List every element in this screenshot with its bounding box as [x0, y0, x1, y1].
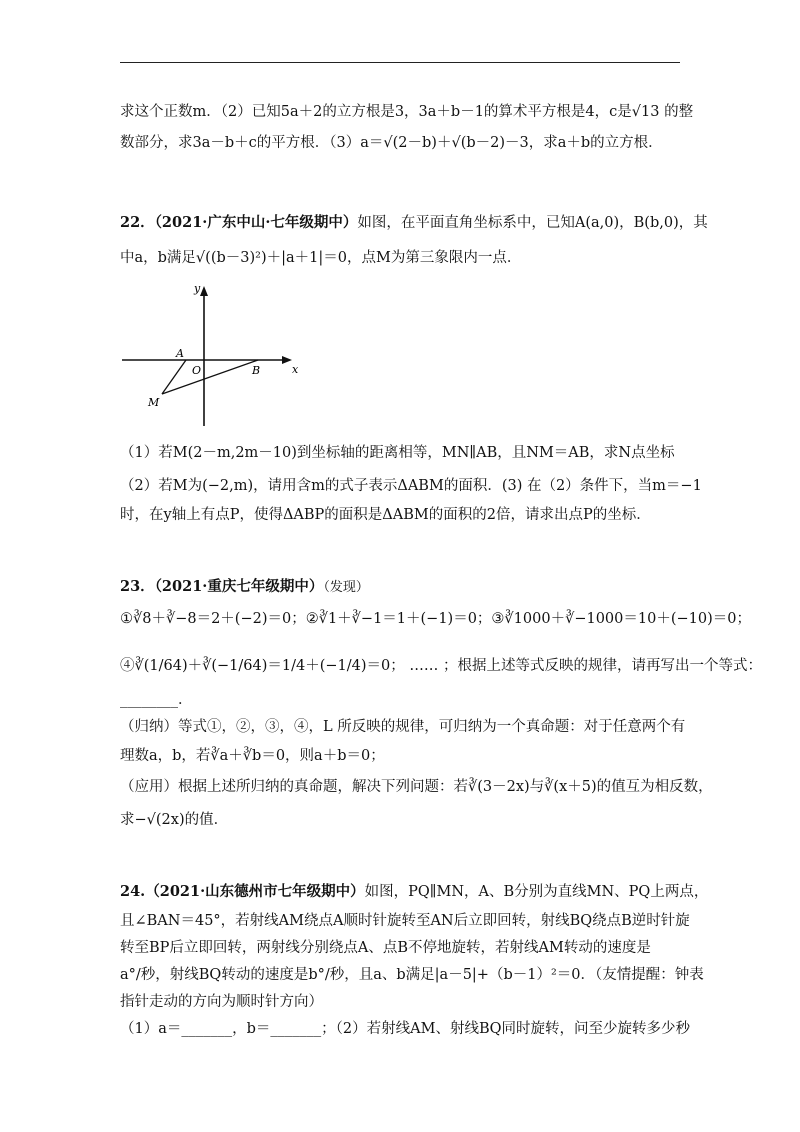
y-axis-arrow	[200, 286, 208, 296]
q22-part-2-line-2: 时，在y轴上有点P，使得ΔABP的面积是ΔABM的面积的2倍，请求出点P的坐标．	[120, 507, 651, 523]
q23-induce-line-2: 理数a，b，若∛a＋∛b＝0，则a＋b＝0；	[120, 748, 385, 764]
q24-line-5: 指针走动的方向为顺时针方向）	[120, 994, 323, 1010]
x-axis-arrow	[282, 356, 292, 364]
q24-source: （2021·山东德州市七年级期中）	[145, 883, 365, 900]
q21-line-2: 数部分，求3a－b＋c的平方根．（3）a＝√(2－b)＋√(b－2)－3，求a＋b的立方根．	[120, 135, 663, 151]
header-rule	[120, 62, 680, 63]
q22-source: （2021·广东中山·七年级期中）	[154, 214, 358, 231]
point-m-label: M	[148, 396, 160, 409]
q23-apply-line-1: （应用）根据上述所归纳的真命题，解决下列问题：若∛(3－2x)与∛(x＋5)的值互为相反数，	[120, 779, 713, 795]
y-axis-label: y	[194, 282, 201, 295]
q22-heading	[120, 213, 708, 233]
x-axis-label: x	[292, 363, 299, 376]
q23-equations-line-1: ①∛8＋∛−8＝2＋(−2)＝0；②∛1＋∛−1＝1＋(−1)＝0；③∛1000＋∛−1000＝10＋(−10)＝0；	[120, 611, 751, 627]
q24-line-1: 如图，PQ∥MN，A、B分别为直线MN、PQ上两点，	[364, 884, 709, 900]
origin-label: O	[192, 364, 202, 377]
q23-tag: （发现）	[323, 580, 369, 595]
q23-apply-line-2: 求−√(2x)的值．	[120, 812, 229, 828]
q23-equations-line-2: ④∛(1/64)＋∛(−1/64)＝1/4＋(−1/4)＝0； …… ；根据上述等式反映的规律，请再写出一个等式：	[120, 658, 762, 674]
q22-line-1: 如图，在平面直角坐标系中，已知A(a,0)，B(b,0)，其	[357, 215, 708, 231]
q23-heading	[120, 577, 369, 598]
q24-number: 24.	[120, 883, 146, 900]
q23-source: （2021·重庆七年级期中）	[154, 578, 324, 595]
segment-am	[162, 360, 186, 394]
q24-line-4: a°/秒，射线BQ转动的速度是b°/秒，且a、b满足|a－5|+（b－1）²＝0．（友情提醒：钟表	[120, 967, 704, 983]
q23-number: 23．	[120, 578, 155, 595]
q22-number: 22．	[120, 214, 155, 231]
segment-mb	[162, 360, 261, 394]
q21-line-1: 求这个正数m．（2）已知5a＋2的立方根是3，3a＋b－1的算术平方根是4，c是√13 的整	[120, 104, 694, 120]
q22-part-1: （1）若M(2－m,2m－10)到坐标轴的距离相等，MN∥AB，且NM＝AB，求N点坐标	[120, 445, 675, 461]
q24-line-2: 且∠BAN＝45°，若射线AM绕点A顺时针旋转至AN后立即回转，射线BQ绕点B逆时针旋	[120, 913, 690, 929]
q23-induce-line-1: （归纳）等式①，②，③，④，L 所反映的规律，可归纳为一个真命题：对于任意两个有	[120, 719, 686, 735]
point-b-label: B	[252, 364, 261, 377]
q24-line-6: （1）a＝_______，b＝_______；（2）若射线AM、射线BQ同时旋转，问至少旋转多少秒	[120, 1021, 690, 1037]
q23-answer-blank: ________．	[120, 692, 193, 708]
point-a-label: A	[176, 347, 184, 360]
q22-coordinate-figure	[118, 278, 308, 428]
q24-line-3: 转至BP后立即回转，两射线分别绕点A、点B不停地旋转，若射线AM转动的速度是	[120, 940, 651, 956]
q22-part-2-line-1: （2）若M为(−2,m)，请用含m的式子表示ΔABM的面积．(3) 在（2）条件下，当m＝−1	[120, 478, 702, 494]
q22-line-2: 中a，b满足√((b－3)²)＋|a＋1|＝0，点M为第三象限内一点．	[120, 250, 522, 266]
q24-heading	[120, 882, 708, 902]
